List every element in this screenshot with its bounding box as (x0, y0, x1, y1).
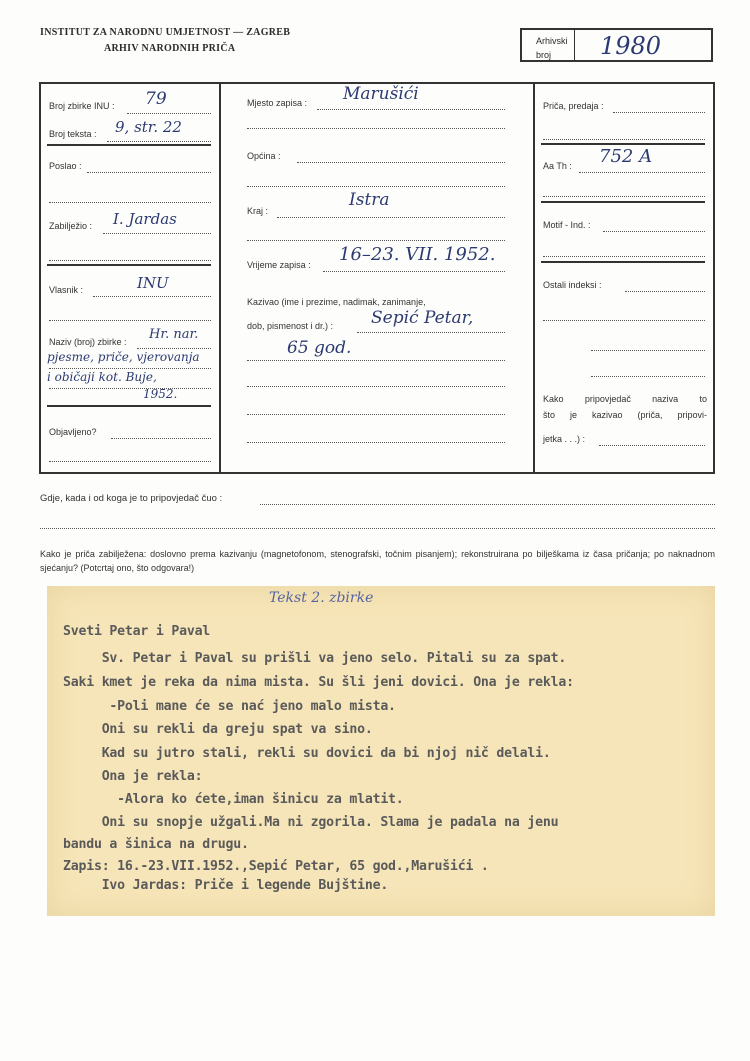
archive-number: 1980 (600, 32, 662, 60)
owner-line (93, 296, 211, 297)
region-value: Istra (349, 190, 390, 210)
narrator-line (357, 332, 505, 333)
story-line-1: Sveti Petar i Paval (63, 624, 211, 639)
municipality-line (297, 162, 505, 163)
municipality-label: Općina : (247, 151, 281, 161)
story-line-2: Sv. Petar i Paval su prišli va jeno selo. Pitali su za spat. (63, 651, 567, 666)
collection-no-value: 79 (145, 89, 167, 109)
story-line (613, 112, 705, 113)
collection-name-label: Naziv (broj) zbirke : (49, 337, 127, 347)
place-line-2 (247, 128, 505, 129)
collection-name-line-4: 1952. (143, 387, 178, 401)
other-indexes-line-3 (591, 350, 705, 351)
region-line-2 (247, 240, 505, 241)
story-line-2 (543, 139, 705, 140)
recorded-by-line (103, 233, 211, 234)
story-line-6: Kad su jutro stali, rekli su dovici da bi njoj nič delali. (63, 746, 551, 761)
narrator-label-line-1: Kazivao (ime i prezime, nadimak, zanimanje, (247, 297, 426, 307)
motif-line (603, 231, 705, 232)
archive-box-divider (574, 30, 575, 60)
col1-rule-1 (47, 144, 211, 146)
text-no-label: Broj teksta : (49, 129, 97, 139)
region-label: Kraj : (247, 206, 269, 216)
col3-rule-1 (541, 143, 705, 145)
collection-name-line-3: i običaji kot. Buje, (47, 370, 157, 384)
place-line (317, 109, 505, 110)
col3-rule-3 (541, 261, 705, 263)
recording-method-note: Kako je priča zabilježena: doslovno prema kazivanju (magnetofonom, stenografski, točnim pisanjem); rekonstruirana po bilješkama iz časa pričanja; po naknadnom sjećanju? (Potcrtaj ono, što odgovara!) (40, 549, 715, 573)
motif-line-2 (543, 256, 705, 257)
story-line-12: Ivo Jardas: Priče i legende Bujštine. (63, 878, 389, 893)
other-indexes-line (625, 291, 705, 292)
heard-from-line-2 (40, 528, 715, 529)
owner-line-2 (49, 320, 211, 321)
archive-title: ARHIV NARODNIH PRIČA (104, 43, 236, 54)
story-line-10: bandu a šinica na drugu. (63, 837, 249, 852)
narrator-line-4 (247, 414, 505, 415)
pasted-typewritten-slip (47, 586, 715, 916)
story-line-11: Zapis: 16.-23.VII.1952.,Sepić Petar, 65 god.,Marušići . (63, 859, 489, 874)
sent-line-2 (49, 202, 211, 203)
aath-line-2 (543, 196, 705, 197)
time-value: 16–23. VII. 1952. (339, 244, 496, 265)
sent-line (87, 172, 211, 173)
collection-name-line (137, 348, 211, 349)
recorded-by-line-2 (49, 260, 211, 261)
other-indexes-label: Ostali indeksi : (543, 280, 602, 290)
archive-number-box (520, 28, 713, 62)
col1-rule-2 (47, 264, 211, 266)
archive-number-label-line1: Arhivski (536, 36, 568, 46)
text-no-value: 9, str. 22 (115, 118, 182, 136)
aath-label: Aa Th : (543, 161, 572, 171)
published-label: Objavljeno? (49, 427, 97, 437)
time-line (323, 271, 505, 272)
place-value: Marušići (343, 84, 419, 104)
heard-from-label: Gdje, kada i od koga je to pripovjedač čuo : (40, 493, 223, 504)
form-column-3 (533, 82, 715, 474)
heard-from-line (260, 504, 715, 505)
story-line-3: Saki kmet je reka da nima mista. Su šli jeni dovici. Ona je rekla: (63, 675, 574, 690)
collection-name-rule-3 (49, 388, 211, 389)
story-line-4: -Poli mane će se nać jeno malo mista. (63, 699, 396, 714)
motif-label: Motif - Ind. : (543, 220, 591, 230)
owner-label: Vlasnik : (49, 285, 84, 295)
institute-title: INSTITUT ZA NARODNU UMJETNOST — ZAGREB (40, 27, 291, 38)
text-no-line (107, 141, 211, 142)
aath-value: 752 A (599, 146, 653, 167)
narrator-value-2: 65 god. (287, 338, 352, 358)
col1-rule-3 (47, 405, 211, 407)
aath-line (579, 172, 705, 173)
story-label: Priča, predaja : (543, 101, 604, 111)
narrator-name-label-line-2: što je kazivao (priča, pripovi- (543, 410, 707, 420)
narrator-name-label-line-3: jetka . . .) : (543, 434, 586, 444)
narrator-line-2 (247, 360, 505, 361)
other-indexes-line-4 (591, 376, 705, 377)
collection-name-line-1: Hr. nar. (149, 327, 199, 342)
collection-no-label: Broj zbirke INU : (49, 101, 115, 111)
handwritten-note: Tekst 2. zbirke (269, 590, 374, 606)
sent-label: Poslao : (49, 161, 82, 171)
story-line-9: Oni su snopje užgali.Ma ni zgorila. Slama je padala na jenu (63, 815, 559, 830)
region-line (277, 217, 505, 218)
story-line-7: Ona je rekla: (63, 769, 203, 784)
col3-rule-2 (541, 201, 705, 203)
recorded-by-value: I. Jardas (113, 210, 177, 228)
form-column-1 (39, 82, 221, 474)
municipality-line-2 (247, 186, 505, 187)
narrator-name-line (599, 445, 705, 446)
narrator-value-1: Sepić Petar, (371, 308, 474, 328)
collection-no-line (127, 113, 211, 114)
narrator-name-label-line-1: Kako pripovjedač naziva to (543, 394, 707, 404)
story-line-5: Oni su rekli da greju spat va sino. (63, 722, 373, 737)
archive-number-label-line2: broj (536, 50, 552, 60)
place-label: Mjesto zapisa : (247, 98, 308, 108)
archive-number-label (536, 34, 568, 62)
narrator-line-3 (247, 386, 505, 387)
narrator-label-line-2: dob, pismenost i dr.) : (247, 321, 334, 331)
narrator-line-5 (247, 442, 505, 443)
other-indexes-line-2 (543, 320, 705, 321)
collection-name-rule-2 (49, 368, 211, 369)
published-line (111, 438, 211, 439)
recorded-by-label: Zabilježio : (49, 221, 93, 231)
time-label: Vrijeme zapisa : (247, 260, 311, 270)
owner-value: INU (137, 274, 169, 292)
collection-name-line-2: pjesme, priče, vjerovanja (47, 350, 200, 364)
form-column-2 (219, 82, 535, 474)
story-line-8: -Alora ko ćete,iman šinicu za mlatit. (63, 792, 404, 807)
published-line-2 (49, 461, 211, 462)
